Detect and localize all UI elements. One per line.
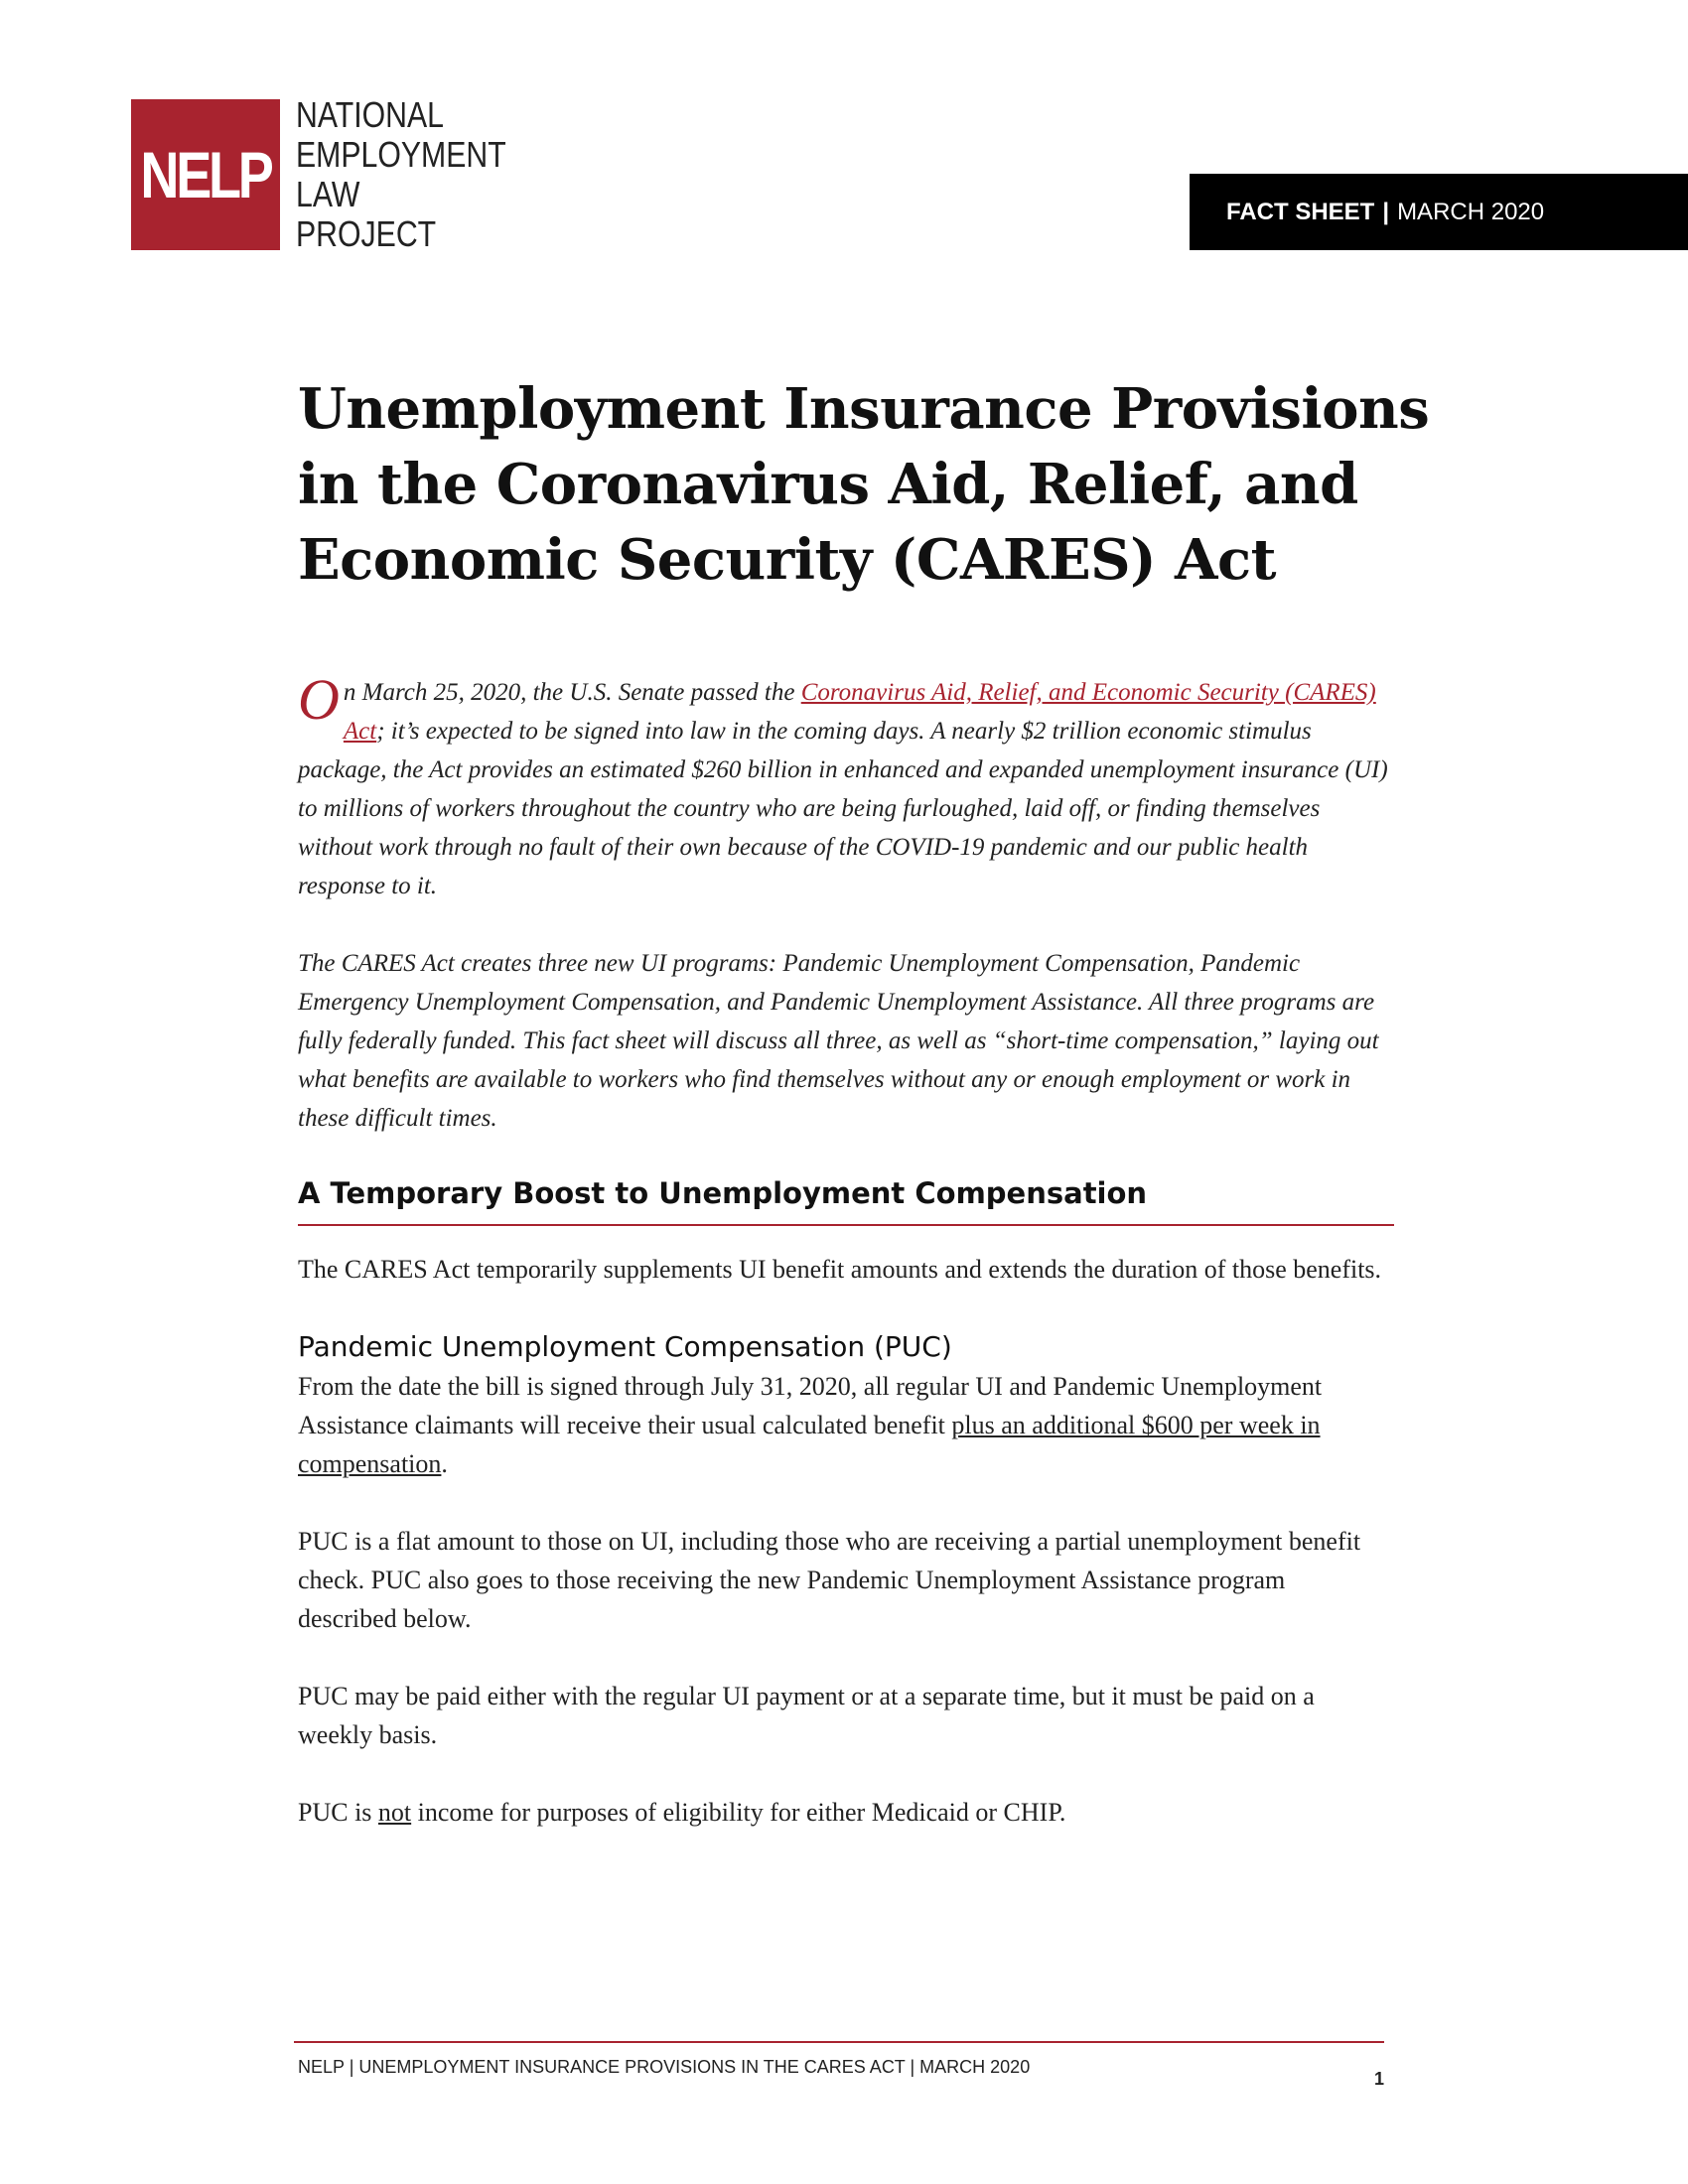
intro-text-start: n March 25, 2020, the U.S. Senate passed the	[343, 679, 801, 706]
banner-separator: |	[1382, 198, 1390, 225]
puc-subheading: Pandemic Unemployment Compensation (PUC)	[298, 1330, 952, 1363]
logo-line: LAW	[296, 174, 360, 214]
cares-act-link[interactable]: Coronavirus Aid, Relief, and Economic Security (CARES) Act	[343, 679, 1376, 745]
footer-text: NELP | UNEMPLOYMENT INSURANCE PROVISIONS IN THE CARES ACT | MARCH 2020	[298, 2057, 1031, 2077]
fact-sheet-label: FACT SHEET	[1226, 198, 1375, 225]
puc-text-start: PUC is	[298, 1798, 378, 1827]
intro-paragraph-2: The CARES Act creates three new UI programs: Pandemic Unemployment Compensation, Pandemic Emergency Unemployment Compensation, and Pandemic Unemployment Assistance. All three programs are fully federally funded. This fact sheet will discuss all three, as well as “short-time compensation,” laying out what benefits are available to workers who find themselves without any or enough employment or work in these difficult times.	[298, 950, 1379, 1132]
intro-text-end: ; it’s expected to be signed into law in the coming days. A nearly $2 trillion economic stimulus package, the Act provides an estimated $260 billion in enhanced and expanded unemployment insurance (UI) to millions of workers throughout the country who are being furloughed, laid off, or finding themselves without work through no fault of their own because of the COVID-19 pandemic and our public health response to it.	[298, 718, 1388, 899]
puc-paragraph-4	[298, 1793, 1390, 1832]
puc-text-end: income for purposes of eligibility for either Medicaid or CHIP.	[411, 1798, 1066, 1827]
drop-cap: O	[298, 667, 340, 732]
puc-underlined-not: not	[377, 1798, 412, 1827]
logo-wordmark	[296, 95, 506, 254]
puc-text-end: .	[441, 1449, 448, 1478]
puc-paragraph-3: PUC may be paid either with the regular UI payment or at a separate time, but it must be paid on a weekly basis.	[298, 1682, 1315, 1749]
logo-line: NATIONAL	[296, 94, 444, 135]
logo-abbreviation: NELP	[140, 138, 271, 211]
intro-paragraph-1	[298, 667, 1390, 905]
puc-paragraph-2: PUC is a flat amount to those on UI, including those who are receiving a partial unemployment benefit check. PUC also goes to those receiving the new Pandemic Unemployment Assistance program described below.	[298, 1527, 1361, 1633]
puc-paragraph-1	[298, 1367, 1390, 1483]
fact-sheet-banner	[1190, 174, 1688, 250]
puc-text-start: From the date the bill is signed through July 31, 2020, all regular UI and Pandemic Unemployment Assistance claimants will receive their usual calculated benefit	[298, 1372, 1323, 1439]
document-title: Unemployment Insurance Provisions in the Coronavirus Aid, Relief, and Economic Security (CARES) Act	[298, 376, 1430, 593]
puc-underlined-text: plus an additional $600 per week in compensation	[298, 1411, 1321, 1478]
nelp-logo-mark	[131, 99, 280, 250]
footer-divider	[294, 2041, 1384, 2043]
logo-line: PROJECT	[296, 213, 437, 254]
section-paragraph-1: The CARES Act temporarily supplements UI benefit amounts and extends the duration of those benefits.	[298, 1255, 1382, 1284]
intro-section	[298, 667, 1390, 1176]
section-heading: A Temporary Boost to Unemployment Compensation	[298, 1176, 1394, 1226]
logo-line: EMPLOYMENT	[296, 134, 506, 175]
fact-sheet-date: MARCH 2020	[1397, 198, 1545, 225]
section-body	[298, 1250, 1390, 1870]
page-number: 1	[1374, 2069, 1385, 2089]
